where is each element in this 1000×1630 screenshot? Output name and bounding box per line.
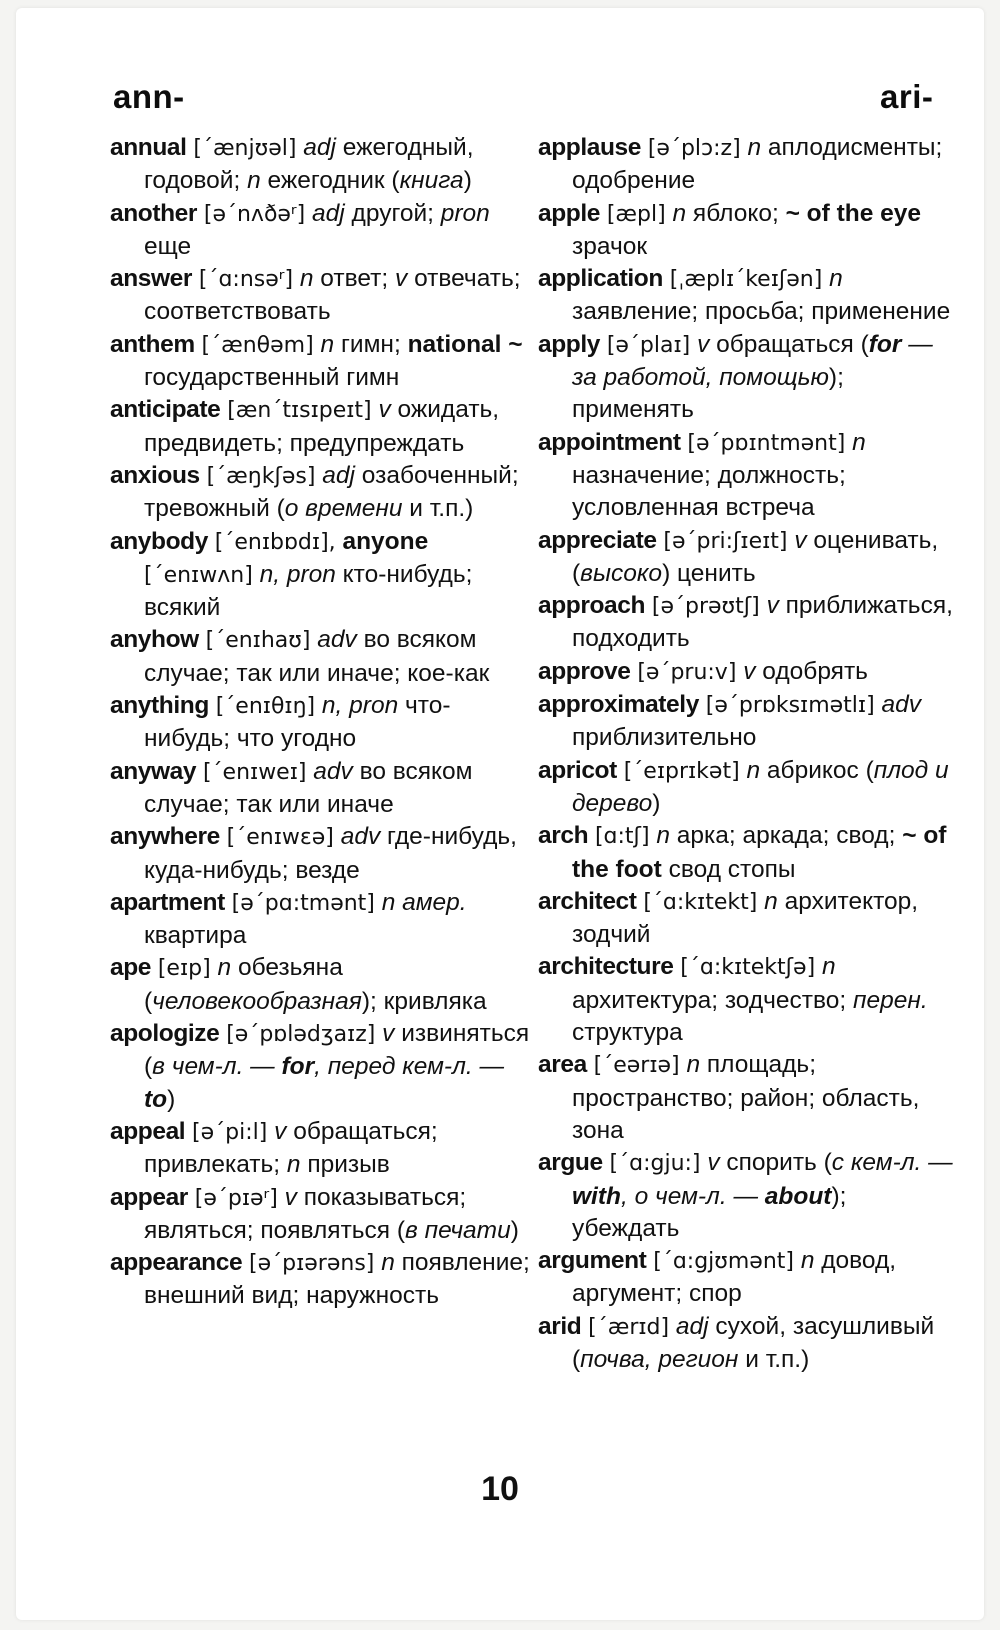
transcription: [ˊæŋkʃəs] [206, 463, 316, 489]
grammar-label: adv [881, 691, 921, 719]
transcription: [ˊenɪwɛə] [226, 825, 334, 851]
grammar-label: v [743, 657, 756, 685]
headword: anticipate [110, 396, 221, 424]
grammar-label: n [299, 265, 314, 293]
definition-text: во всяком случае; так или иначе; кое-как [144, 626, 490, 687]
headword: area [538, 1051, 587, 1079]
transcription: [ˊɑ:nsəʳ] [198, 267, 294, 293]
left-guide-word: ann- [113, 78, 185, 115]
headword: applause [538, 134, 642, 161]
dictionary-entry [538, 1245, 958, 1311]
definition-text: ) [463, 167, 472, 195]
headword: architecture [538, 953, 674, 981]
headword: architect [538, 887, 637, 915]
definition-text: архитектура; зодчество; [572, 986, 853, 1014]
dictionary-entry [110, 329, 530, 395]
definition-text: заявление; просьба; применение [572, 298, 951, 326]
definition-text: зрачок [572, 232, 648, 260]
definition-text [253, 561, 260, 588]
phrase: for [868, 330, 902, 358]
definition-text: призыв [300, 1151, 390, 1179]
definition-text: спорить ( [719, 1149, 832, 1177]
dictionary-entry [110, 1018, 530, 1116]
transcription: [əˊpru:v] [637, 659, 737, 685]
dictionary-entry [538, 755, 958, 821]
phrase: ~ [508, 330, 523, 358]
definition-text: ) [652, 789, 661, 817]
grammar-label: n [656, 822, 670, 850]
dictionary-entry [538, 198, 958, 264]
definition-text: квартира [144, 922, 247, 950]
transcription: [ˊærɪd] [588, 1314, 670, 1340]
dictionary-entry [538, 525, 958, 591]
dictionary-entry [538, 329, 958, 427]
definition-text: оценивать, ( [572, 526, 939, 587]
dictionary-entry [110, 1116, 530, 1182]
grammar-label: adj [322, 461, 355, 489]
grammar-label: adv [340, 823, 381, 851]
transcription: [ˊænjʊəl] [193, 136, 297, 161]
definition-text: обезьяна ( [144, 954, 343, 1015]
phrase: for [281, 1053, 315, 1081]
headword: another [110, 199, 198, 227]
dictionary-entry [538, 263, 958, 329]
definition-text: ожидать, предвидеть; предупреждать [144, 396, 500, 457]
transcription: [ˊenɪθɪŋ] [215, 694, 316, 720]
grammar-label: v [766, 592, 779, 620]
dictionary-entry [538, 132, 958, 198]
phrase: about [764, 1182, 832, 1210]
dictionary-entry [110, 132, 530, 198]
headword: anything [110, 692, 209, 720]
definition-text: гимн; [334, 330, 408, 358]
transcription: [əˊprəʊtʃ] [651, 594, 760, 620]
headword: argue [538, 1149, 603, 1177]
headword: anthem [110, 330, 195, 358]
headword: arid [538, 1312, 582, 1340]
transcription: [əˊpɪərəns] [249, 1251, 375, 1277]
headword: apricot [538, 756, 617, 784]
dictionary-entry [110, 526, 530, 625]
definition-text: ); убеждать [572, 1182, 847, 1242]
grammar-label: v [284, 1183, 297, 1211]
transcription: [əˊpɒɪntmənt] [687, 430, 846, 456]
headword: apply [538, 330, 600, 358]
grammar-label: v [382, 1020, 395, 1048]
grammar-label: книга [399, 167, 464, 195]
grammar-label: n [217, 954, 232, 982]
grammar-label: n [286, 1151, 301, 1179]
definition-text: арка; аркада; свод; [669, 822, 903, 850]
definition-text: яблоко; [686, 199, 786, 227]
transcription: [ˊenɪweɪ] [202, 759, 307, 785]
phrase: anyone [342, 527, 429, 555]
headword: arch [538, 822, 589, 850]
transcription: [əˊpɑ:tmənt] [231, 890, 375, 916]
headword: appreciate [538, 526, 657, 554]
transcription: [ˊɑ:kɪtekt] [643, 889, 758, 915]
transcription: [ænˊtɪsɪpeɪt] [227, 398, 372, 424]
dictionary-entry [538, 820, 958, 886]
transcription: [eɪp] [157, 956, 211, 982]
headword: anywhere [110, 823, 220, 851]
grammar-label: n [320, 330, 335, 358]
transcription: [əˊpɪəʳ] [194, 1185, 278, 1211]
headword: approve [538, 657, 631, 685]
definition-text: архитектор, зодчий [572, 887, 919, 949]
definition-text: кто-нибудь; всякий [144, 560, 473, 622]
grammar-label: v [707, 1149, 720, 1177]
definition-text: свод стопы [661, 855, 796, 883]
headword: apartment [110, 888, 225, 916]
grammar-label: n [746, 756, 761, 784]
transcription: [əˊpri:ʃɪeɪt] [663, 528, 788, 554]
transcription: [ɑ:tʃ] [594, 824, 650, 850]
headword: anyhow [110, 626, 199, 654]
definition-text: абрикос ( [760, 756, 874, 784]
transcription: [əˊprɒksɪmətlɪ] [705, 693, 875, 719]
dictionary-entry [538, 951, 958, 1049]
headword: appeal [110, 1117, 186, 1145]
grammar-label: v [697, 330, 710, 358]
definition-text: появление; внешний вид; наружность [144, 1249, 530, 1310]
grammar-label: n [672, 199, 687, 227]
dictionary-entry [538, 590, 958, 656]
grammar-label: n [381, 1249, 395, 1277]
transcription: [əˊplaɪ] [606, 332, 691, 358]
grammar-label: v [274, 1117, 287, 1145]
definition-text: довод, аргумент; спор [572, 1247, 897, 1308]
grammar-label: v [794, 526, 807, 554]
grammar-label: в печати [405, 1216, 511, 1244]
transcription: [ˌæplɪˊkeɪʃən] [669, 267, 823, 293]
grammar-label: adj [675, 1312, 709, 1340]
dictionary-entry [110, 1182, 530, 1248]
grammar-label: с кем-л. — [831, 1149, 953, 1177]
definition-text: приближаться, подходить [572, 592, 953, 653]
definition-text: структура [572, 1019, 683, 1047]
definition-text: ответ; [313, 265, 396, 293]
transcription: [əˊplɔ:z] [647, 136, 741, 161]
grammar-label: v [378, 396, 391, 424]
definition-text: сухой, засушливый ( [572, 1312, 935, 1373]
dictionary-entry [110, 821, 530, 887]
dictionary-entry [110, 624, 530, 690]
definition-text: еще [144, 232, 192, 260]
phrase: with [572, 1182, 621, 1210]
transcription: [ˊeɪprɪkət] [623, 758, 740, 784]
definition-text: и т.п.) [402, 495, 474, 523]
grammar-label: adv [317, 626, 357, 654]
grammar-label: adj [303, 134, 336, 161]
definition-text: обращаться ( [709, 330, 869, 358]
definition-text: обращаться; привлекать; [144, 1117, 438, 1179]
grammar-label: человекообразная [152, 987, 362, 1015]
grammar-label: n [800, 1247, 815, 1275]
definition-text: и т.п.) [738, 1345, 810, 1373]
transcription: [æpl] [606, 201, 666, 227]
grammar-label: n [247, 167, 261, 195]
headword: approximately [538, 691, 699, 719]
grammar-label: pron [440, 199, 490, 227]
definition-text: где-нибудь, куда-нибудь; везде [144, 823, 517, 884]
headword: annual [110, 134, 187, 161]
transcription: [əˊnʌðəʳ] [203, 201, 306, 227]
grammar-label: n [686, 1051, 701, 1079]
phrase: to [144, 1085, 168, 1113]
definition-text: во всяком случае; так или иначе [144, 757, 473, 818]
definition-text: ); кривляка [361, 987, 487, 1015]
headword: apologize [110, 1020, 220, 1048]
dictionary-entry [110, 198, 530, 264]
transcription: [ˊenɪhaʊ] [205, 628, 311, 654]
dictionary-entry [538, 427, 958, 525]
grammar-label: n амер. [381, 888, 467, 916]
dictionary-entry [110, 394, 530, 460]
headword: appear [110, 1183, 188, 1211]
headword: appearance [110, 1249, 243, 1277]
dictionary-entry [110, 952, 530, 1018]
headword: approach [538, 592, 646, 620]
transcription: [ˊenɪwʌn] [144, 562, 253, 588]
phrase: national [407, 330, 502, 358]
grammar-label: n [822, 953, 836, 981]
grammar-label: , перед кем-л. — [314, 1053, 505, 1081]
definition-text: ) ценить [662, 559, 756, 587]
headword: ape [110, 954, 152, 982]
grammar-label: плод и дерево [572, 756, 949, 817]
definition-text: аплодисменты; одобрение [572, 134, 943, 195]
dictionary-entry [110, 756, 530, 822]
headword: answer [110, 265, 193, 293]
definition-text: извиняться ( [144, 1020, 530, 1081]
right-guide-word: ari- [880, 78, 934, 115]
grammar-label: о времени [284, 495, 403, 523]
transcription: [ˊenɪbɒdɪ], [214, 529, 336, 555]
grammar-label: v [395, 265, 408, 293]
grammar-label: высоко [580, 559, 663, 587]
grammar-label: adv [313, 757, 353, 785]
grammar-label: в чем-л. — [152, 1053, 282, 1081]
grammar-label: почва, регион [580, 1345, 739, 1373]
headword: apple [538, 199, 600, 227]
definition-text: отвечать; соответствовать [144, 265, 521, 326]
transcription: [ˊɑ:kɪtektʃə] [680, 955, 816, 981]
dictionary-entry [538, 1311, 958, 1377]
headword: anybody [110, 527, 208, 555]
grammar-label: n [852, 428, 866, 456]
transcription: [ˊɑ:gju:] [609, 1151, 701, 1177]
dictionary-entry [538, 1049, 958, 1147]
definition-text: приблизительно [572, 724, 757, 752]
grammar-label: , о чем-л. — [621, 1182, 765, 1210]
dictionary-entry [538, 656, 958, 689]
definition-text: озабоченный; тревожный ( [144, 461, 519, 523]
definition-text: назначение; должность; условленная встреча [572, 461, 846, 522]
headword: anxious [110, 461, 200, 489]
transcription: [əˊpi:l] [192, 1119, 268, 1145]
definition-text: одобрять [755, 657, 868, 685]
grammar-label: n, pron [321, 692, 399, 720]
dictionary-entry [110, 263, 530, 329]
headword: anyway [110, 757, 197, 785]
grammar-label: n [747, 134, 762, 161]
left-column [110, 132, 530, 1313]
definition-text: что-нибудь; что угодно [144, 692, 451, 753]
grammar-label: n [829, 265, 843, 293]
transcription: [ˊɑ:gjʊmənt] [653, 1249, 794, 1275]
phrase: ~ of the foot [572, 822, 947, 883]
definition-text: площадь; пространство; район; область, зона [572, 1051, 920, 1144]
definition-text: ежегодный, годовой; [144, 134, 474, 195]
phrase: ~ of the eye [785, 199, 922, 227]
headword: application [538, 265, 663, 293]
definition-text: ежегодник ( [260, 167, 400, 195]
grammar-label: перен. [853, 986, 928, 1014]
grammar-label: — за работой, помощью [572, 330, 933, 392]
definition-text: ); применять [572, 364, 844, 424]
definition-text: показываться; являться; появляться ( [144, 1183, 467, 1244]
page-number: 10 [481, 1470, 519, 1508]
definition-text: государственный гимн [144, 364, 400, 392]
headword: appointment [538, 428, 681, 456]
right-column [538, 132, 958, 1376]
transcription: [əˊpɒlədʒaɪz] [226, 1022, 376, 1048]
dictionary-entry [110, 887, 530, 953]
definition-text: ) [510, 1216, 519, 1244]
dictionary-entry [110, 460, 530, 526]
grammar-label: adj [312, 199, 345, 227]
grammar-label: n, pron [259, 560, 336, 588]
dictionary-entry [110, 690, 530, 756]
grammar-label: n [764, 887, 778, 915]
transcription: [ˊeərɪə] [593, 1053, 680, 1079]
headword: argument [538, 1247, 647, 1275]
dictionary-entry [538, 689, 958, 755]
transcription: [ˊænθəm] [201, 332, 314, 358]
dictionary-entry [110, 1247, 530, 1313]
definition-text: другой; [344, 199, 441, 227]
definition-text: ) [167, 1085, 176, 1113]
dictionary-entry [538, 886, 958, 952]
dictionary-entry [538, 1147, 958, 1245]
